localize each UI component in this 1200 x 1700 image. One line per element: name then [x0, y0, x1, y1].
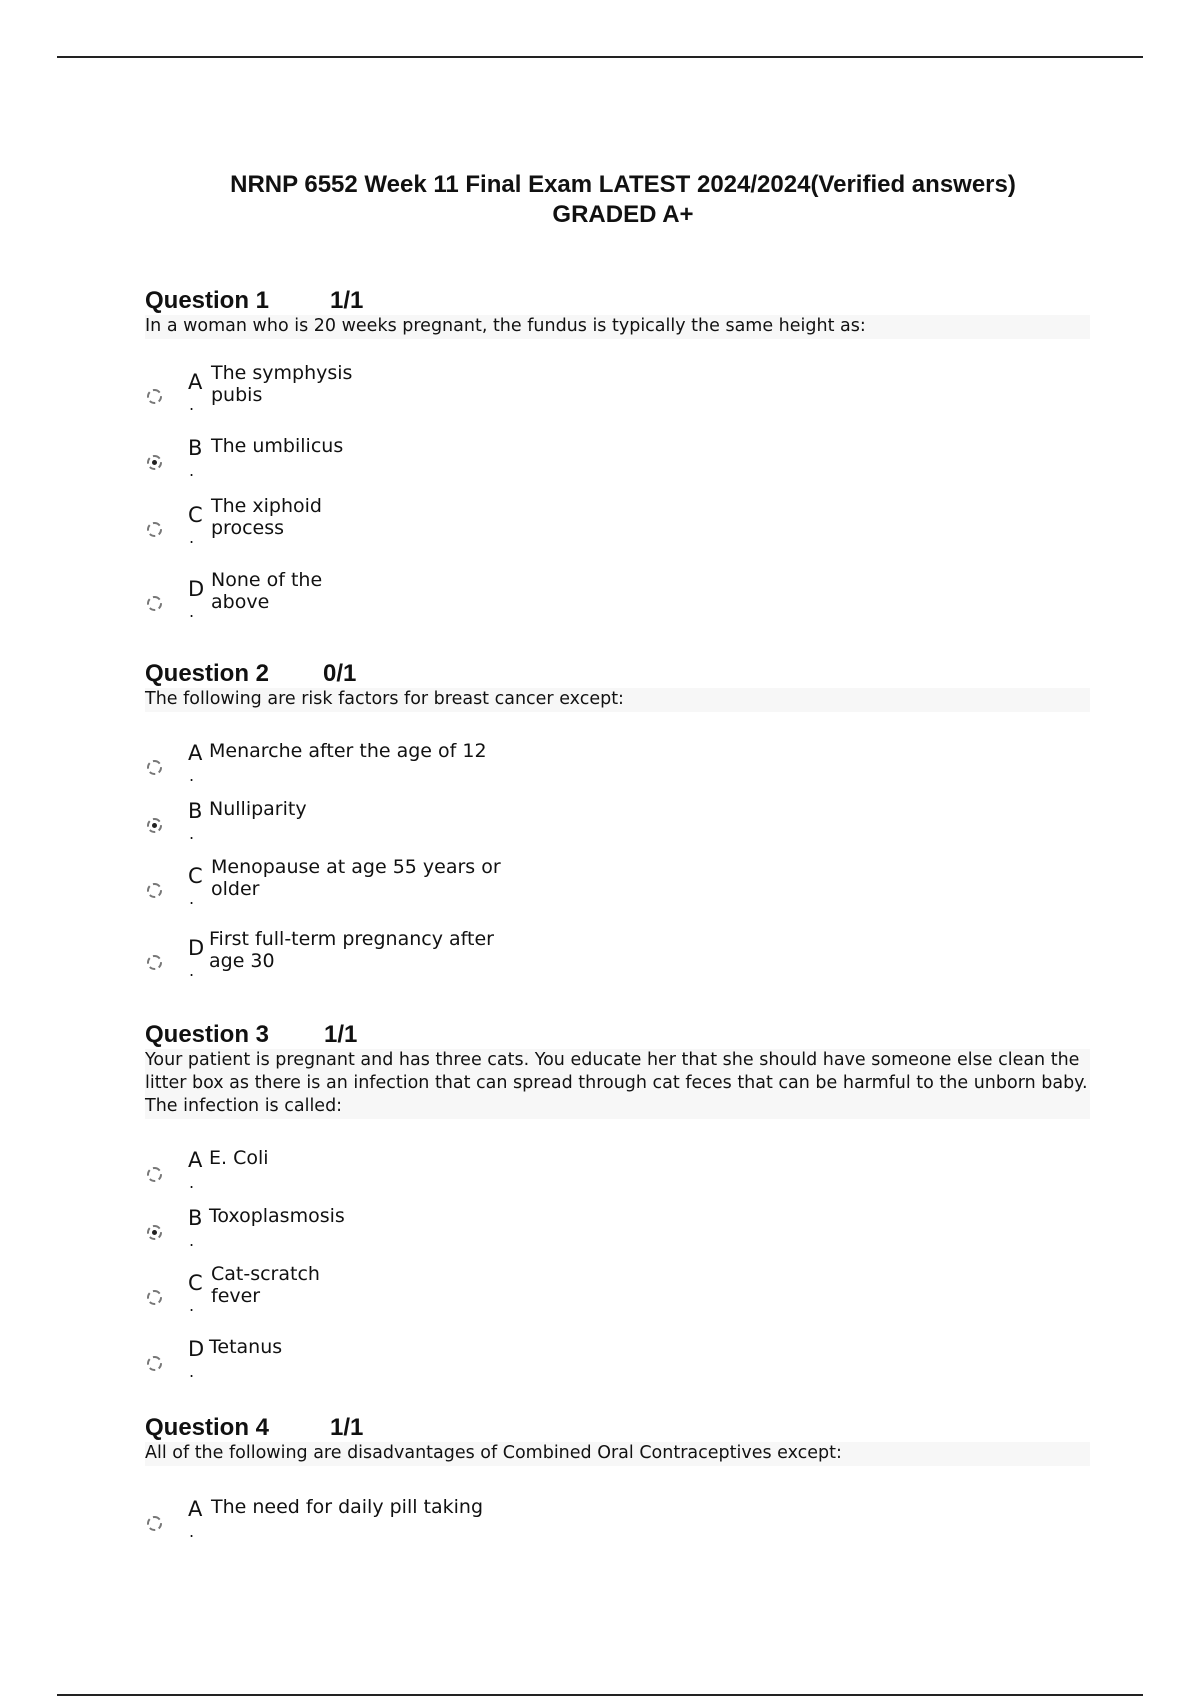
option-dot: . [189, 1296, 195, 1315]
question-header [145, 660, 1090, 688]
option-letter: C [188, 864, 203, 888]
question-number: Question 4 [145, 1414, 270, 1441]
document-title [0, 170, 1200, 230]
option-dot: . [189, 824, 195, 843]
option-text: The need for daily pill taking [211, 1496, 484, 1518]
question-3 [145, 1021, 1090, 1381]
option-d[interactable] [145, 928, 845, 985]
question-score: 1/1 [330, 1414, 364, 1441]
question-4 [145, 1414, 1090, 1541]
option-dot: . [189, 961, 195, 980]
radio-button[interactable] [147, 760, 162, 775]
option-b[interactable] [145, 798, 845, 848]
option-letter: B [188, 436, 203, 460]
option-text: Toxoplasmosis [209, 1205, 345, 1227]
option-letter: C [188, 1271, 203, 1295]
option-letter: A [188, 1148, 203, 1172]
option-a[interactable] [145, 1496, 845, 1546]
question-text: All of the following are disadvantages of Combined Oral Contraceptives except: [145, 1442, 1090, 1466]
question-score: 0/1 [323, 660, 357, 687]
radio-button[interactable] [147, 522, 162, 537]
option-dot: . [189, 766, 195, 785]
radio-button[interactable] [147, 1290, 162, 1305]
radio-button[interactable] [147, 389, 162, 404]
option-text: Tetanus [209, 1336, 283, 1358]
top-rule [57, 56, 1143, 58]
question-header [145, 1021, 1090, 1049]
option-dot: . [189, 1522, 195, 1541]
option-dot: . [189, 1231, 195, 1250]
option-letter: B [188, 1206, 203, 1230]
option-text: Menarche after the age of 12 [209, 740, 487, 762]
option-text: Cat-scratch fever [211, 1263, 320, 1307]
question-number: Question 2 [145, 660, 270, 687]
radio-button[interactable] [147, 1516, 162, 1531]
question-number: Question 1 [145, 287, 270, 314]
option-dot: . [189, 889, 195, 908]
option-dot: . [189, 395, 195, 414]
question-score: 1/1 [330, 287, 364, 314]
option-c[interactable] [145, 1263, 845, 1320]
option-letter: D [188, 577, 205, 601]
option-dot: . [189, 1173, 195, 1192]
option-letter: D [188, 936, 205, 960]
option-text: Nulliparity [209, 798, 307, 820]
radio-button-selected[interactable] [147, 455, 162, 470]
option-letter: D [188, 1337, 205, 1361]
option-d[interactable] [145, 1336, 845, 1386]
radio-button[interactable] [147, 1356, 162, 1371]
question-score: 1/1 [324, 1021, 358, 1048]
radio-button-selected[interactable] [147, 1225, 162, 1240]
option-b[interactable] [145, 435, 845, 485]
option-dot: . [189, 602, 195, 621]
document-title-line-1: NRNP 6552 Week 11 Final Exam LATEST 2024/2024(Verified answers) [230, 171, 1016, 198]
question-number: Question 3 [145, 1021, 270, 1048]
document-title-line-2: GRADED A+ [552, 201, 694, 228]
option-d[interactable] [145, 569, 845, 626]
option-b[interactable] [145, 1205, 845, 1255]
option-c[interactable] [145, 856, 845, 913]
option-letter: A [188, 1497, 203, 1521]
option-dot: . [189, 1362, 195, 1381]
option-text: Menopause at age 55 years or older [211, 856, 501, 900]
question-text: In a woman who is 20 weeks pregnant, the fundus is typically the same height as: [145, 315, 1090, 339]
option-text: The xiphoid process [211, 495, 322, 539]
option-text: The umbilicus [211, 435, 344, 457]
option-letter: B [188, 799, 203, 823]
option-dot: . [189, 461, 195, 480]
option-a[interactable] [145, 1147, 845, 1197]
option-text: None of the above [211, 569, 323, 613]
radio-button[interactable] [147, 883, 162, 898]
option-letter: C [188, 503, 203, 527]
radio-button-selected[interactable] [147, 818, 162, 833]
option-a[interactable] [145, 362, 845, 419]
question-header [145, 287, 1090, 315]
option-dot: . [189, 528, 195, 547]
option-text: E. Coli [209, 1147, 269, 1169]
radio-button[interactable] [147, 955, 162, 970]
option-text: First full-term pregnancy after age 30 [209, 928, 494, 972]
option-letter: A [188, 741, 203, 765]
radio-button[interactable] [147, 596, 162, 611]
option-text: The symphysis pubis [211, 362, 353, 406]
question-header [145, 1414, 1090, 1442]
option-letter: A [188, 370, 203, 394]
option-c[interactable] [145, 495, 845, 552]
option-a[interactable] [145, 740, 845, 790]
question-1 [145, 287, 1090, 621]
question-2 [145, 660, 1090, 980]
radio-button[interactable] [147, 1167, 162, 1182]
question-text: The following are risk factors for breast cancer except: [145, 688, 1090, 712]
bottom-rule [57, 1694, 1143, 1696]
question-text: Your patient is pregnant and has three cats. You educate her that she should have someone else clean the litter box as there is an infection that can spread through cat feces that can be harmful to the unborn baby. The infection is called: [145, 1049, 1090, 1119]
